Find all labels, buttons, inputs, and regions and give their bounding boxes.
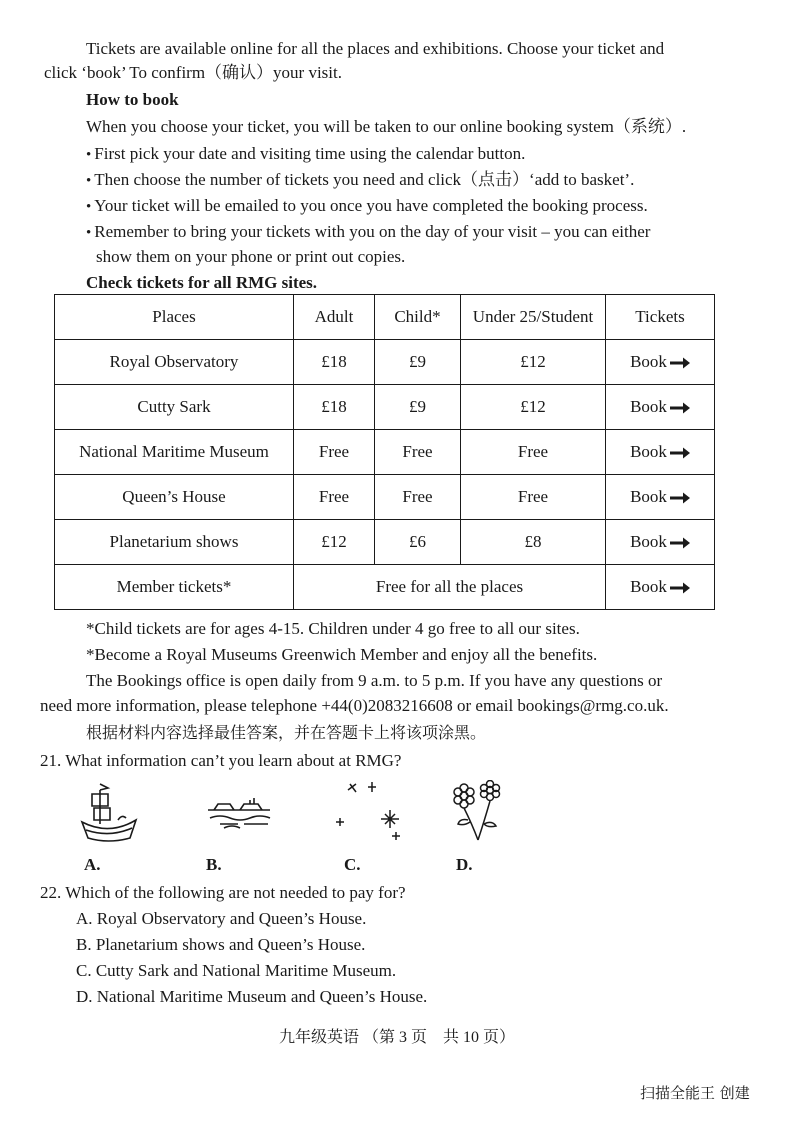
bullet-item: • Then choose the number of tickets you need and click（点击）‘add to basket’. (86, 169, 634, 192)
adult-price-cell: £18 (294, 385, 375, 430)
child-price-cell: £6 (375, 520, 461, 565)
student-price-cell: £8 (461, 520, 606, 565)
member-row (55, 565, 715, 610)
table-row (55, 520, 715, 565)
book-label: Book (630, 487, 667, 506)
book-link[interactable] (606, 430, 715, 475)
q22-option-d: D. National Maritime Museum and Queen’s House. (76, 987, 428, 1006)
book-label: Book (630, 577, 667, 596)
question-21: 21. What information can’t you learn about at RMG? (40, 751, 402, 770)
q22-option-a: A. Royal Observatory and Queen’s House. (76, 909, 367, 928)
adult-price-cell: £18 (294, 340, 375, 385)
book-label: Book (630, 532, 667, 551)
arrow-right-icon (670, 357, 690, 369)
header-adult: Adult (294, 295, 375, 340)
flowers-image (444, 780, 514, 846)
child-price-cell: Free (375, 430, 461, 475)
adult-price-cell: Free (294, 430, 375, 475)
student-price-cell: £12 (461, 340, 606, 385)
adult-price-cell: £12 (294, 520, 375, 565)
arrow-right-icon (670, 447, 690, 459)
q22-option-b: B. Planetarium shows and Queen’s House. (76, 935, 366, 954)
student-price-cell: £12 (461, 385, 606, 430)
ticket-price-table (54, 294, 715, 610)
instruction-text: 根据材料内容选择最佳答案，并在答题卡上将该项涂黑。 (86, 723, 487, 742)
student-price-cell: Free (461, 475, 606, 520)
table-row (55, 385, 715, 430)
book-label: Book (630, 352, 667, 371)
child-price-cell: £9 (375, 385, 461, 430)
table-row (55, 340, 715, 385)
place-cell: Cutty Sark (55, 385, 294, 430)
book-link[interactable] (606, 520, 715, 565)
book-label: Book (630, 442, 667, 461)
ships-on-water-image (204, 780, 274, 846)
q21-option-a-label: A. (84, 855, 101, 874)
place-cell: Member tickets* (55, 565, 294, 610)
question-22: 22. Which of the following are not needed to pay for? (40, 883, 406, 902)
header-places: Places (55, 295, 294, 340)
intro-line-1: Tickets are available online for all the places and exhibitions. Choose your ticket and (86, 39, 665, 58)
scanner-watermark: 扫描全能王 创建 (640, 1084, 750, 1102)
arrow-right-icon (670, 582, 690, 594)
table-header-row (55, 295, 715, 340)
check-tickets-heading: Check tickets for all RMG sites. (86, 273, 318, 292)
stars-image (334, 780, 404, 846)
child-price-cell: £9 (375, 340, 461, 385)
place-cell: National Maritime Museum (55, 430, 294, 475)
adult-price-cell: Free (294, 475, 375, 520)
q21-option-c-label: C. (344, 855, 361, 874)
book-link[interactable] (606, 340, 715, 385)
arrow-right-icon (670, 402, 690, 414)
member-note-cell: Free for all the places (294, 565, 606, 610)
table-row (55, 475, 715, 520)
how-to-book-lead: When you choose your ticket, you will be taken to our online booking system（系统）. (86, 117, 687, 136)
child-price-cell: Free (375, 475, 461, 520)
note-office-line-1: The Bookings office is open daily from 9 a.m. to 5 p.m. If you have any questions or (86, 671, 663, 690)
header-student: Under 25/Student (461, 295, 606, 340)
place-cell: Planetarium shows (55, 520, 294, 565)
bullet-item: • Your ticket will be emailed to you once you have completed the booking process. (86, 195, 648, 218)
arrow-right-icon (670, 492, 690, 504)
note-child: *Child tickets are for ages 4-15. Children under 4 go free to all our sites. (86, 619, 580, 638)
table-row (55, 430, 715, 475)
header-child: Child* (375, 295, 461, 340)
book-link[interactable] (606, 565, 715, 610)
bullet-item: • First pick your date and visiting time using the calendar button. (86, 143, 525, 166)
book-label: Book (630, 397, 667, 416)
student-price-cell: Free (461, 430, 606, 475)
page-footer: 九年级英语 （第 3 页 共 10 页） (278, 1029, 515, 1046)
ship-image (74, 780, 144, 846)
bullet-item: • Remember to bring your tickets with you on the day of your visit – you can either (86, 221, 650, 244)
place-cell: Royal Observatory (55, 340, 294, 385)
book-link[interactable] (606, 385, 715, 430)
note-office-line-2: need more information, please telephone +44(0)2083216608 or email bookings@rmg.co.uk. (40, 696, 669, 715)
arrow-right-icon (670, 537, 690, 549)
intro-line-2: click ‘book’ To confirm（确认）your visit. (44, 63, 342, 82)
note-member: *Become a Royal Museums Greenwich Member and enjoy all the benefits. (86, 645, 598, 664)
q21-option-d-label: D. (456, 855, 473, 874)
place-cell: Queen’s House (55, 475, 294, 520)
header-tickets: Tickets (606, 295, 715, 340)
how-to-book-heading: How to book (86, 90, 179, 109)
book-link[interactable] (606, 475, 715, 520)
q21-option-b-label: B. (206, 855, 222, 874)
q22-option-c: C. Cutty Sark and National Maritime Museum. (76, 961, 397, 980)
bullet-continuation: show them on your phone or print out copies. (96, 247, 406, 266)
